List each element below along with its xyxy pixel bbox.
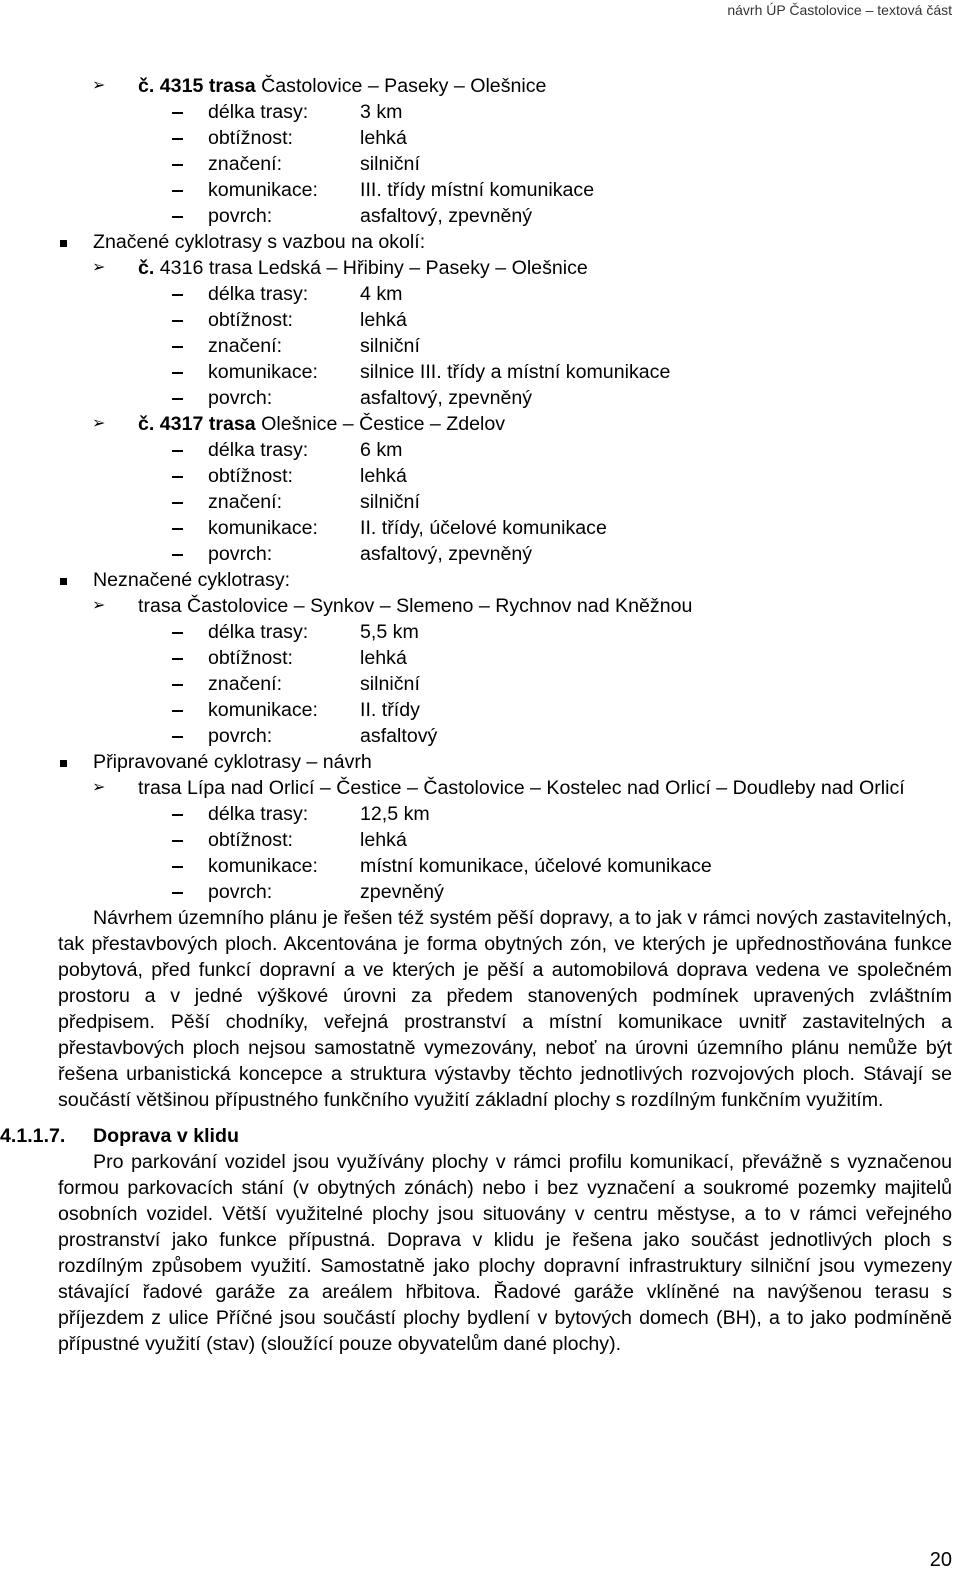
route-title-row xyxy=(58,775,952,801)
route-attribute-row xyxy=(58,359,952,385)
route-number: č. xyxy=(138,257,155,279)
route-attribute-row xyxy=(58,203,952,229)
attribute-key: značení: xyxy=(208,491,283,513)
route-title-row xyxy=(58,73,952,99)
attribute-key: obtížnost: xyxy=(208,647,293,669)
attribute-key: značení: xyxy=(208,153,283,175)
attribute-key: obtížnost: xyxy=(208,309,293,331)
attribute-key: povrch: xyxy=(208,543,273,565)
attribute-key: povrch: xyxy=(208,881,273,903)
attribute-key: obtížnost: xyxy=(208,465,293,487)
route-attribute-row xyxy=(58,333,952,359)
route-title-row xyxy=(58,411,952,437)
arrow-bullet-icon: ➢ xyxy=(92,779,106,796)
document-body xyxy=(0,73,952,1357)
attribute-key: délka trasy: xyxy=(208,283,309,305)
route-name: Olešnice – Čestice – Zdelov xyxy=(255,413,506,435)
section-bullet-row xyxy=(58,229,952,255)
attribute-value: lehká xyxy=(360,465,407,487)
attribute-value: 3 km xyxy=(360,101,403,123)
attribute-value: asfaltový, zpevněný xyxy=(360,543,533,565)
attribute-value: lehká xyxy=(360,309,407,331)
attribute-value: II. třídy, účelové komunikace xyxy=(360,517,607,539)
attribute-value: silniční xyxy=(360,491,420,513)
attribute-value: asfaltový xyxy=(360,725,438,747)
route-name: trasa Lípa nad Orlicí – Čestice – Častolovice – Kostelec nad Orlicí – Doudleby nad Orlicí xyxy=(138,777,905,799)
attribute-value: lehká xyxy=(360,127,407,149)
category-heading: Značené cyklotrasy s vazbou na okolí: xyxy=(93,231,426,253)
route-attribute-row xyxy=(58,489,952,515)
route-attribute-row xyxy=(58,437,952,463)
route-attribute-row xyxy=(58,827,952,853)
route-attribute-row xyxy=(58,671,952,697)
attribute-value: zpevněný xyxy=(360,881,444,903)
attribute-key: délka trasy: xyxy=(208,439,309,461)
category-heading: Připravované cyklotrasy – návrh xyxy=(93,751,372,773)
paragraph-pesi-doprava: Návrhem územního plánu je řešen též systém pěší dopravy, a to jak v rámci nových zastavitelných, tak přestavbových ploch. Akcentována je forma obytných zón, ve kterých je upřednostňována funkce pobytová, před funkcí dopravní a ve kterých je pěší a automobilová doprava vedena ve společném prostoru a v jedné výškové úrovni za předem stanovených podmínek upravených zvláštním předpisem. Pěší chodníky, veřejná prostranství a místní komunikace uvnitř zastavitelných a přestavbových ploch nejsou samostatně vymezovány, neboť na úrovni územního plánu nemůže být řešena urbanistická koncepce a struktura výstavby těchto jednotlivých rozvojových ploch. Stávají se součástí většinou přípustného funkčního využití základní plochy s rozdílným funkčním využitím. xyxy=(58,907,952,1111)
attribute-key: obtížnost: xyxy=(208,829,293,851)
route-attribute-row xyxy=(58,541,952,567)
arrow-bullet-icon: ➢ xyxy=(92,415,106,432)
route-attribute-row xyxy=(58,619,952,645)
attribute-value: III. třídy místní komunikace xyxy=(360,179,595,201)
route-number: č. 4315 trasa xyxy=(138,75,256,97)
route-attribute-row xyxy=(58,853,952,879)
attribute-value: silniční xyxy=(360,673,420,695)
attribute-key: komunikace: xyxy=(208,361,318,383)
route-attribute-row xyxy=(58,879,952,905)
attribute-value: lehká xyxy=(360,829,407,851)
route-attribute-row xyxy=(58,99,952,125)
attribute-key: délka trasy: xyxy=(208,621,309,643)
attribute-key: obtížnost: xyxy=(208,127,293,149)
route-name: 4316 trasa Ledská – Hřibiny – Paseky – Olešnice xyxy=(154,257,588,279)
route-attribute-row xyxy=(58,697,952,723)
route-attribute-row xyxy=(58,723,952,749)
attribute-key: povrch: xyxy=(208,387,273,409)
route-attribute-row xyxy=(58,281,952,307)
category-heading: Neznačené cyklotrasy: xyxy=(93,569,291,591)
arrow-bullet-icon: ➢ xyxy=(92,77,106,94)
attribute-key: délka trasy: xyxy=(208,803,309,825)
route-attribute-row xyxy=(58,385,952,411)
route-number: č. 4317 trasa xyxy=(138,413,256,435)
attribute-key: komunikace: xyxy=(208,699,318,721)
attribute-value: asfaltový, zpevněný xyxy=(360,387,533,409)
attribute-key: komunikace: xyxy=(208,179,318,201)
attribute-key: povrch: xyxy=(208,725,273,747)
attribute-value: silniční xyxy=(360,153,420,175)
attribute-key: značení: xyxy=(208,673,283,695)
attribute-key: komunikace: xyxy=(208,517,318,539)
section-bullet-row xyxy=(58,567,952,593)
running-header: návrh ÚP Častolovice – textová část xyxy=(727,2,952,18)
attribute-value: silniční xyxy=(360,335,420,357)
paragraph-doprava-v-klidu: Pro parkování vozidel jsou využívány plochy v rámci profilu komunikací, převážně s vyznačenou formou parkovacích stání (v obytných zónách) nebo i bez vyznačení a soukromé pozemky majitelů osobních vozidel. Větší využitelné plochy jsou situovány v centru městyse, a to v rámci veřejného prostranství jako funkce přípustná. Doprava v klidu je řešena jako součást jednotlivých ploch s rozdílným způsobem využití. Samostatně jako plochy dopravní infrastruktury silniční jsou vymezeny stávající řadové garáže za areálem hřbitova. Řadové garáže vklíněné na navýšenou terasu s příjezdem z ulice Příčné jsou součástí plochy bydlení v bytových domech (BH), a to jako podmíněně přípustné využití (stav) (sloužící pouze obyvatelům dané plochy). xyxy=(58,1151,952,1355)
section-heading xyxy=(0,1123,952,1149)
arrow-bullet-icon: ➢ xyxy=(92,259,106,276)
attribute-value: silnice III. třídy a místní komunikace xyxy=(360,361,671,383)
attribute-key: povrch: xyxy=(208,205,273,227)
attribute-key: komunikace: xyxy=(208,855,318,877)
route-attribute-row xyxy=(58,463,952,489)
section-title: Doprava v klidu xyxy=(93,1125,239,1147)
attribute-value: 12,5 km xyxy=(360,803,430,825)
arrow-bullet-icon: ➢ xyxy=(92,597,106,614)
page-number: 20 xyxy=(929,1549,952,1571)
attribute-value: místní komunikace, účelové komunikace xyxy=(360,855,712,877)
attribute-value: 5,5 km xyxy=(360,621,419,643)
route-attribute-row xyxy=(58,515,952,541)
route-title-row xyxy=(58,593,952,619)
section-bullet-row xyxy=(58,749,952,775)
attribute-key: značení: xyxy=(208,335,283,357)
attribute-value: lehká xyxy=(360,647,407,669)
route-attribute-row xyxy=(58,177,952,203)
route-attribute-row xyxy=(58,801,952,827)
attribute-value: II. třídy xyxy=(360,699,420,721)
route-attribute-row xyxy=(58,151,952,177)
route-attribute-row xyxy=(58,307,952,333)
attribute-value: 6 km xyxy=(360,439,403,461)
route-attribute-row xyxy=(58,645,952,671)
route-name: Častolovice – Paseky – Olešnice xyxy=(255,75,547,97)
route-name: trasa Častolovice – Synkov – Slemeno – Rychnov nad Kněžnou xyxy=(138,595,693,617)
section-number: 4.1.1.7. xyxy=(0,1125,66,1147)
route-title-row xyxy=(58,255,952,281)
attribute-value: 4 km xyxy=(360,283,403,305)
attribute-key: délka trasy: xyxy=(208,101,309,123)
attribute-value: asfaltový, zpevněný xyxy=(360,205,533,227)
route-attribute-row xyxy=(58,125,952,151)
